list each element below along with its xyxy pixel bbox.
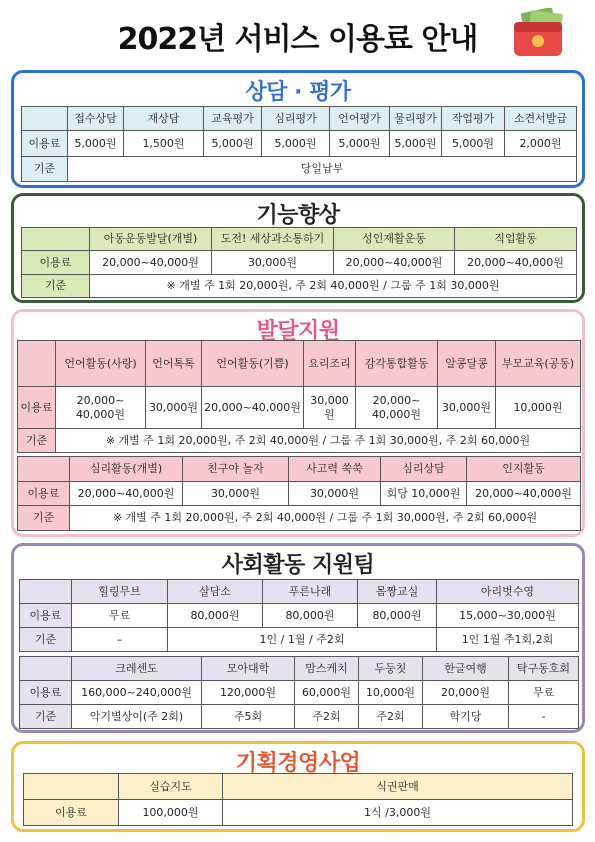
fee-cell: 10,000원 [496,387,581,429]
fee-cell: 20,000~ 40,000원 [356,387,438,429]
header-cell: 한글여행 [423,657,509,681]
fee-cell: 20,000~40,000원 [467,482,581,506]
counseling-evaluation-section [11,70,585,188]
header-cell: 탁구동호회 [509,657,579,681]
development-table-1 [17,340,581,453]
basis-cell: 주5회 [202,705,295,729]
fee-cell: 5,000원 [442,131,505,156]
header-cell: 작업평가 [442,107,505,131]
fee-cell: 무료 [72,604,168,628]
development-table-2 [17,456,581,531]
fee-cell: 5,000원 [68,131,124,156]
basis-cell: 학기당 [423,705,509,729]
row-label: 이용료 [18,482,70,506]
function-table [21,227,577,298]
fee-cell: 80,000원 [168,604,263,628]
header-cell: 도전! 세상과소통하기 [212,228,334,251]
fee-cell: 160,000~240,000원 [72,681,202,705]
header-cell [18,341,56,387]
row-label: 이용료 [22,131,68,156]
header-cell: 물리평가 [390,107,442,131]
basis-cell: 주2회 [295,705,359,729]
fee-cell: 20,000~40,000원 [334,251,455,275]
row-label: 기준 [22,156,68,181]
row-label: 기준 [20,705,72,729]
header-cell: 맘스케치 [295,657,359,681]
fee-cell: 30,000원 [146,387,202,429]
row-label: 기준 [18,429,56,453]
section-title: 발달지원 [256,319,340,344]
section-title: 기획경영사업 [235,751,361,776]
fee-cell: 60,000원 [295,681,359,705]
header-cell [20,580,72,604]
header-cell: 아동운동발달(개별) [90,228,212,251]
header-cell: 성인재활운동 [334,228,455,251]
fee-cell: 30,000원 [304,387,356,429]
row-label: 이용료 [18,387,56,429]
header-cell: 모아대학 [202,657,295,681]
row-label: 이용료 [20,681,72,705]
page-title: 2022년 서비스 이용료 안내 [117,22,478,57]
fee-cell: 2,000원 [505,131,577,156]
fee-cell: 20,000~40,000원 [70,482,183,506]
header-cell [22,228,90,251]
header-cell: 실습지도 [119,774,223,800]
social-table-2 [19,656,579,729]
header-cell: 심리평가 [262,107,330,131]
fee-cell: 80,000원 [358,604,437,628]
basis-cell: – [72,628,168,652]
header-cell: 언어톡톡 [146,341,202,387]
header-cell: 푸른나래 [263,580,358,604]
header-cell: 사고력 쑥쑥 [289,457,381,482]
header-cell: 친구야 놀자 [183,457,289,482]
basis-cell: 악기별상이(주 2회) [72,705,202,729]
header-cell: 두둥칫 [359,657,423,681]
basis-cell: ※ 개별 주 1회 20,000원, 주 2회 40,000원 / 그룹 주 1회 30,000원, 주 2회 60,000원 [70,506,581,531]
fee-cell: 20,000원 [423,681,509,705]
fee-cell: 30,000원 [183,482,289,506]
header-cell: 심리활동(개별) [70,457,183,482]
basis-cell: 주2회 [359,705,423,729]
header-cell: 몸짱교실 [358,580,437,604]
fee-cell: 20,000~40,000원 [90,251,212,275]
header-cell: 접수상담 [68,107,124,131]
header-cell [22,107,68,131]
header-cell: 살담소 [168,580,263,604]
fee-cell: 30,000원 [438,387,496,429]
header-cell: 교육평가 [204,107,262,131]
basis-cell: 1인 1월 주1회,2회 [437,628,579,652]
fee-cell: 10,000원 [359,681,423,705]
row-label: 기준 [20,628,72,652]
header-cell: 식권판매 [223,774,573,800]
header-cell: 재상담 [124,107,204,131]
header-cell: 요리조리 [304,341,356,387]
header-cell: 아리벗수영 [437,580,579,604]
fee-cell: 100,000원 [119,800,223,826]
section-title: 상담 · 평가 [245,80,351,105]
header-cell [18,457,70,482]
fee-cell: 15,000~30,000원 [437,604,579,628]
fee-cell: 20,000~40,000원 [455,251,577,275]
fee-cell: 20,000~ 40,000원 [56,387,146,429]
header-cell [20,657,72,681]
row-label: 이용료 [20,604,72,628]
fee-cell: 무료 [509,681,579,705]
fee-cell: 120,000원 [202,681,295,705]
basis-cell: - [509,705,579,729]
fee-cell: 20,000~40,000원 [202,387,304,429]
social-table-1 [19,579,579,652]
fee-cell: 1,500원 [124,131,204,156]
basis-cell: ※ 개별 주 1회 20,000원, 주 2회 40,000원 / 그룹 주 1회 30,000원 [90,275,577,298]
fee-cell: 30,000원 [289,482,381,506]
fee-cell: 5,000원 [390,131,442,156]
header-cell: 심리상담 [381,457,467,482]
header-cell: 인지활동 [467,457,581,482]
header-cell: 언어활동(사랑) [56,341,146,387]
header-cell: 소견서발급 [505,107,577,131]
planning-management-section [11,741,585,832]
basis-cell: 당일납부 [68,156,577,181]
header-cell [24,774,119,800]
planning-table [23,773,573,826]
row-label: 기준 [22,275,90,298]
fee-cell: 5,000원 [262,131,330,156]
fee-cell: 회당 10,000원 [381,482,467,506]
header-cell: 직업활동 [455,228,577,251]
header-cell: 힐링무브 [72,580,168,604]
section-title: 기능향상 [256,203,340,228]
header-cell: 알콩달콩 [438,341,496,387]
section-title: 사회활동 지원팀 [221,553,375,578]
fee-cell: 5,000원 [330,131,390,156]
function-improvement-section [11,193,585,303]
header-cell: 크레센도 [72,657,202,681]
counseling-table [21,106,577,182]
header-cell: 부모교육(공동) [496,341,581,387]
header-cell: 감각통합활동 [356,341,438,387]
wallet-icon [508,8,568,60]
fee-cell: 5,000원 [204,131,262,156]
basis-cell: ※ 개별 주 1회 20,000원, 주 2회 40,000원 / 그룹 주 1회 30,000원, 주 2회 60,000원 [56,429,581,453]
fee-cell: 30,000원 [212,251,334,275]
row-label: 기준 [18,506,70,531]
header-cell: 언어활동(기쁨) [202,341,304,387]
fee-cell: 1식 /3,000원 [223,800,573,826]
header-cell: 언어평가 [330,107,390,131]
social-activity-section [11,543,585,733]
fee-cell: 80,000원 [263,604,358,628]
row-label: 이용료 [22,251,90,275]
row-label: 이용료 [24,800,119,826]
basis-cell: 1인 / 1월 / 주2회 [168,628,437,652]
development-support-section [11,309,585,537]
